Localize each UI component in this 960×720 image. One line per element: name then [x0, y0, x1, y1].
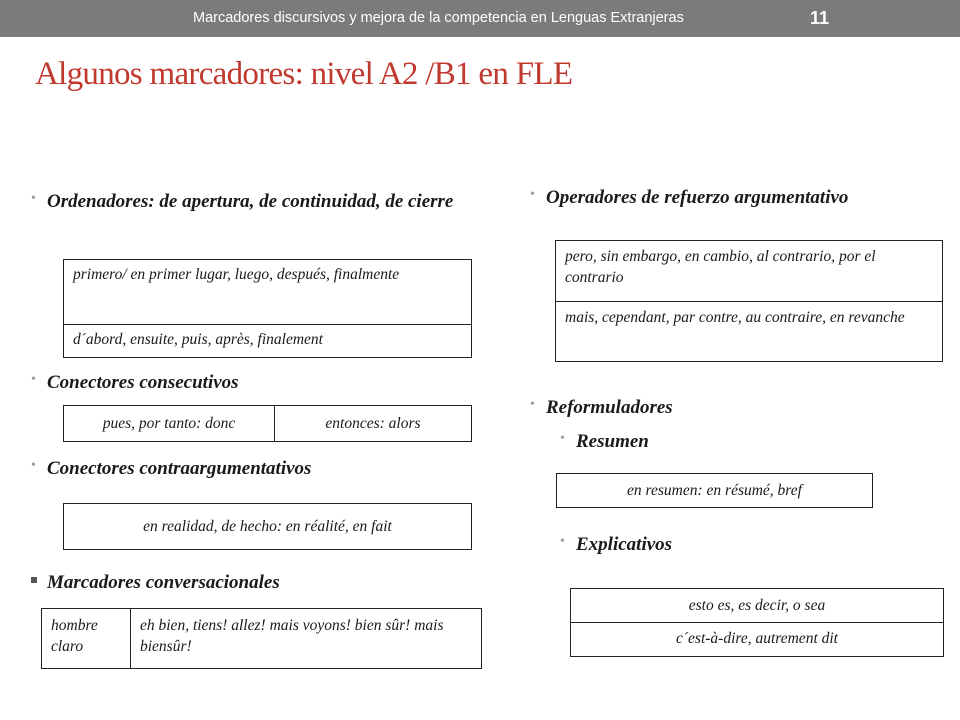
square-bullet-icon [31, 577, 37, 583]
table-cell: en realidad, de hecho: en réalité, en fait [143, 517, 392, 535]
bullet-reformuladores [530, 396, 673, 421]
bullet-dot-icon: • [530, 397, 535, 412]
table-cell: eh bien, tiens! allez! mais voyons! bien sûr! mais biensûr! [130, 609, 481, 668]
consecutivos-heading: Conectores consecutivos [47, 372, 239, 393]
bullet-contraargumentativos [31, 457, 312, 482]
bullet-dot-icon: • [560, 534, 565, 549]
table-row: c´est-à-dire, autrement dit [571, 622, 943, 656]
bullet-resumen [560, 430, 649, 455]
operadores-table [555, 240, 943, 362]
bullet-ordenadores [31, 190, 507, 215]
operadores-heading: Operadores de refuerzo argumentativo [546, 187, 849, 208]
bullet-conversacionales [47, 571, 280, 596]
explicativos-heading: Explicativos [576, 534, 673, 555]
contraargumentativos-heading: Conectores contraargumentativos [47, 458, 312, 479]
table-row: primero/ en primer lugar, luego, después, finalmente [73, 266, 400, 283]
resumen-heading: Resumen [576, 431, 649, 452]
conversacionales-heading: Marcadores conversacionales [47, 572, 280, 593]
table-row: d´abord, ensuite, puis, après, finalement [64, 324, 471, 357]
bullet-consecutivos [31, 371, 239, 396]
presentation-title: Marcadores discursivos y mejora de la competencia en Lenguas Extranjeras [193, 10, 684, 26]
consecutivos-table [63, 405, 472, 442]
ordenadores-heading: Ordenadores: de apertura, de continuidad, de cierre [47, 191, 454, 212]
table-cell: pues, por tanto: donc [102, 414, 236, 432]
table-cell: hombre claro [51, 617, 98, 656]
contraargumentativos-table [63, 503, 472, 550]
bullet-dot-icon: • [560, 431, 565, 446]
slide-title: Algunos marcadores: nivel A2 /B1 en FLE [35, 56, 573, 92]
slide-number: 11 [810, 8, 830, 28]
table-row: pero, sin embargo, en cambio, al contrario, por el contrario [565, 248, 876, 287]
table-cell: entonces: alors [274, 406, 471, 441]
table-row: esto es, es decir, o sea [688, 597, 826, 614]
resumen-table [556, 473, 873, 508]
table-row: mais, cependant, par contre, au contraire, en revanche [556, 301, 942, 361]
explicativos-table [570, 588, 944, 657]
header-bar [0, 0, 960, 37]
bullet-dot-icon: • [31, 372, 36, 387]
table-cell: en resumen: en résumé, bref [627, 481, 802, 499]
bullet-dot-icon: • [31, 458, 36, 473]
bullet-explicativos [560, 533, 673, 558]
bullet-dot-icon: • [31, 191, 36, 206]
conversacionales-table [41, 608, 482, 669]
ordenadores-table [63, 259, 472, 358]
bullet-dot-icon: • [530, 187, 535, 202]
reformuladores-heading: Reformuladores [546, 397, 673, 418]
bullet-operadores [530, 186, 849, 211]
